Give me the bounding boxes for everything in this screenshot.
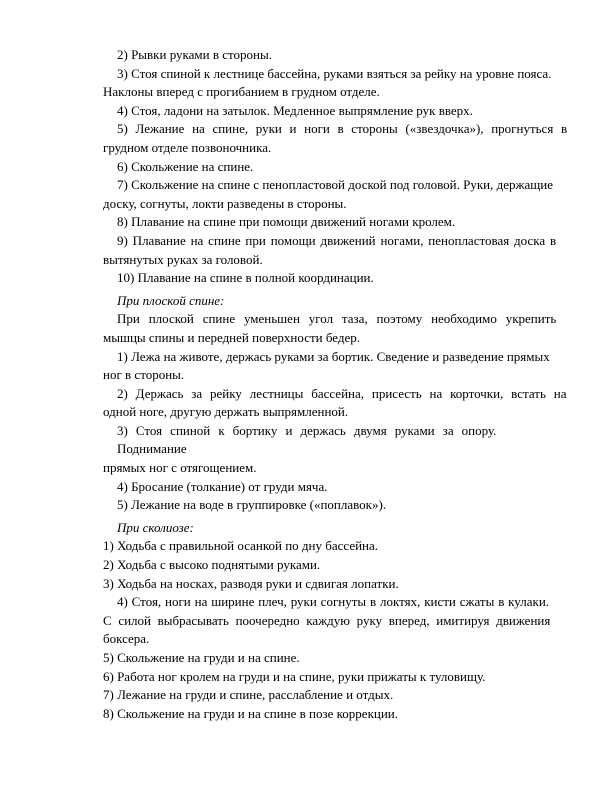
exercise-line: С силой выбрасывать поочередно каждую руку вперед, имитируя движения [103,612,551,628]
exercise-list-general [103,46,570,288]
exercise-line: 2) Ходьба с высоко поднятыми руками. [103,557,321,573]
exercise-line: Наклоны вперед с прогибанием в грудном отделе. [103,84,380,100]
section-heading: При сколиозе: [117,519,194,535]
exercise-line: вытянутых руках за головой. [103,251,263,267]
exercise-line: 9) Плавание на спине при помощи движений ногами, пенопластовая доска в [117,232,557,248]
exercise-line: доску, согнуты, локти разведены в стороны. [103,195,347,211]
exercise-line: 4) Бросание (толкание) от груди мяча. [117,478,328,494]
exercise-line: ног в стороны. [103,367,185,383]
exercise-line: 5) Скольжение на груди и на спине. [103,650,300,665]
exercise-line: грудном отделе позвоночника. [103,139,272,155]
exercise-line: 7) Лежание на груди и спине, расслабление и отдых. [103,687,394,703]
exercise-line: 3) Стоя спиной к лестнице бассейна, руками взяться за рейку на уровне пояса. [117,65,552,81]
exercise-line: 5) Лежание на спине, руки и ноги в стороны («звездочка»), прогнуться в [117,121,568,137]
document-page [103,46,570,723]
scoliosis-section [103,519,570,724]
exercise-line: При плоской спине уменьшен угол таза, поэтому необходимо укрепить [117,311,557,327]
exercise-line: 1) Ходьба с правильной осанкой по дну бассейна. [103,538,379,554]
exercise-line: 3) Ходьба на носках, разводя руки и сдвигая лопатки. [103,575,399,591]
exercise-line: 10) Плавание на спине в полной координации. [117,270,374,286]
exercise-line: 8) Плавание на спине при помощи движений ногами кролем. [117,214,456,230]
exercise-line: 6) Работа ног кролем на груди и на спине, руки прижаты к туловищу. [103,668,486,684]
exercise-line: 4) Стоя, ладони на затылок. Медленное выпрямление рук вверх. [117,102,473,118]
exercise-line: 7) Скольжение на спине с пенопластовой доской под головой. Руки, держащие [117,177,553,193]
exercise-line: 1) Лежа на животе, держась руками за бортик. Сведение и разведение прямых [117,348,550,364]
exercise-line: 2) Держась за рейку лестницы бассейна, присесть на корточки, встать на [117,385,567,401]
exercise-line: мышцы спины и передней поверхности бедер. [103,329,361,345]
exercise-line: 6) Скольжение на спине. [117,158,254,174]
exercise-line: боксера. [103,631,150,647]
exercise-line: 2) Рывки руками в стороны. [117,47,272,62]
exercise-line: 8) Скольжение на груди и на спине в позе коррекции. [103,705,399,721]
exercise-line: одной ноге, другую держать выпрямленной. [103,404,349,420]
section-heading: При плоской спине: [117,292,225,308]
exercise-line: прямых ног с отягощением. [103,460,257,476]
exercise-line: 5) Лежание на воде в группировке («поплавок»). [117,497,387,513]
flat-back-section [103,292,570,515]
exercise-line: 3) Стоя спиной к бортику и держась двумя руками за опору. Поднимание [117,422,497,457]
exercise-line: 4) Стоя, ноги на ширине плеч, руки согнуты в локтях, кисти сжаты в кулаки. [117,594,550,610]
